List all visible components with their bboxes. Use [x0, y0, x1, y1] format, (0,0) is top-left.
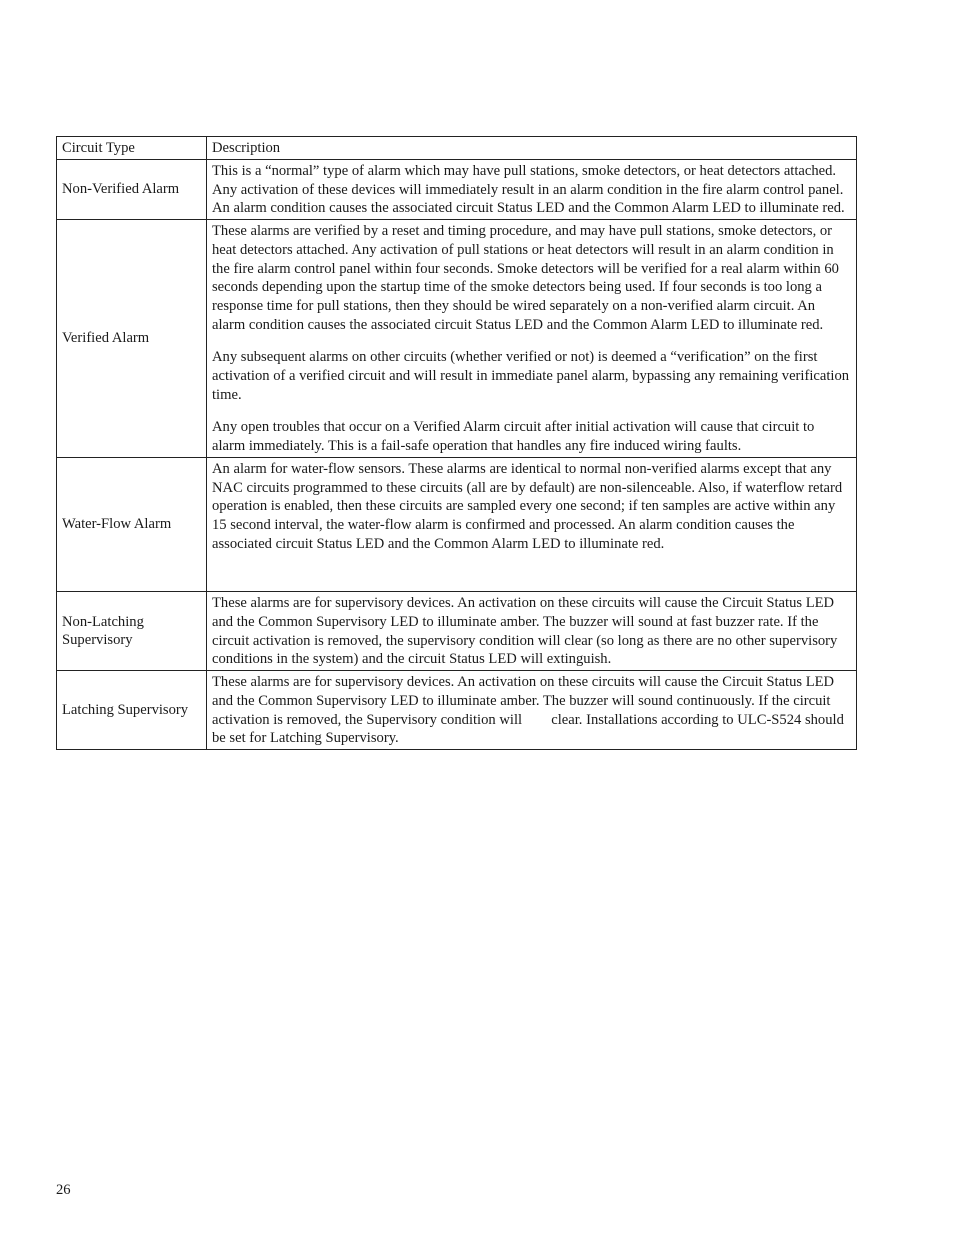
circuit-type-table [56, 136, 857, 750]
description-cell [207, 220, 857, 458]
table-row [57, 457, 857, 592]
table-row [57, 671, 857, 750]
header-description: Description [207, 137, 857, 160]
table-row [57, 592, 857, 671]
description-cell [207, 671, 857, 750]
description-paragraph: These alarms are for supervisory devices. An activation on these circuits will cause the Circuit Status LED and the Common Supervisory LED to illuminate amber. The buzzer will sound at fast buzzer rate. If the circuit activation is removed, the supervisory condition will clear (so long as there are no other supervisory conditions in the system) and the circuit Status LED will extinguish. [212, 595, 838, 668]
description-paragraph: Any open troubles that occur on a Verified Alarm circuit after initial activation will cause that circuit to alarm immediately. This is a fail-safe operation that handles any fire induced wiring faults. [212, 419, 815, 455]
description-paragraph: Any subsequent alarms on other circuits (whether verified or not) is deemed a “verification” on the first activation of a verified circuit and will result in immediate panel alarm, bypassing any remaining verification time. [212, 349, 850, 403]
table-row [57, 220, 857, 458]
page-number: 26 [56, 1182, 71, 1198]
description-cell [207, 457, 857, 592]
description-paragraph: An alarm for water-flow sensors. These alarms are identical to normal non-verified alarms except that any NAC circuits programmed to these circuits (all are by default) are non-silenceable. Also, if waterflow retard operation is enabled, then these circuits are sampled every one second; if ten samples are active within any 15 second interval, the water-flow alarm is confirmed and processed. An alarm condition causes the associated circuit Status LED and the Common Alarm LED to illuminate red. [212, 460, 843, 552]
description-cell [207, 160, 857, 220]
table-header-row [57, 137, 857, 160]
description-paragraph: This is a “normal” type of alarm which may have pull stations, smoke detectors, or heat detectors attached. Any activation of these devices will immediately result in an alarm condition in the fire alarm control panel. An alarm condition causes the associated circuit Status LED and the Common Alarm LED to illuminate red. [212, 163, 845, 217]
circuit-type-cell: Water-Flow Alarm [57, 457, 207, 592]
circuit-type-cell: Verified Alarm [57, 220, 207, 458]
description-paragraph: These alarms are verified by a reset and timing procedure, and may have pull stations, smoke detectors, or heat detectors attached. Any activation of pull stations or heat detectors will result in an alarm condition in the fire alarm control panel within four seconds. Smoke detectors will be verified for a real alarm within 60 seconds depending upon the startup time of the smoke detectors being used. If four seconds is too long a response time for pull stations, then they should be wired separately on a non-verified alarm circuit. An alarm condition causes the associated circuit Status LED and the Common Alarm LED to illuminate red. [212, 223, 839, 333]
circuit-type-cell: Non-Verified Alarm [57, 160, 207, 220]
description-cell [207, 592, 857, 671]
circuit-type-cell: Non-Latching Supervisory [57, 592, 207, 671]
description-paragraph: These alarms are for supervisory devices. An activation on these circuits will cause the Circuit Status LED and the Common Supervisory LED to illuminate amber. The buzzer will sound continuously. If the circuit activation is removed, the Supervisory condition will clear. Installations according to ULC-S524 should be set for Latching Supervisory. [212, 674, 848, 747]
table-row [57, 160, 857, 220]
circuit-type-cell: Latching Supervisory [57, 671, 207, 750]
header-circuit-type: Circuit Type [57, 137, 207, 160]
